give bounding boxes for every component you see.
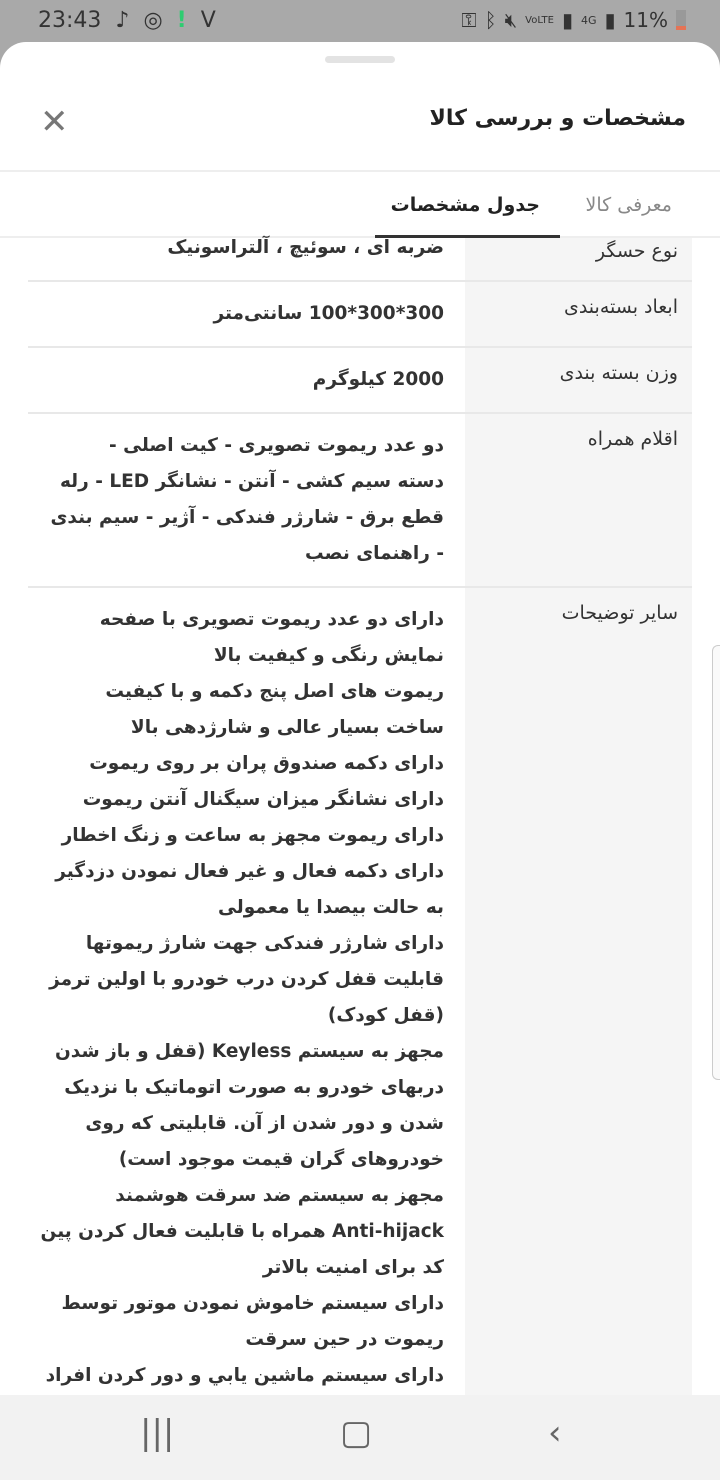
spec-label: نوع حسگر: [465, 238, 692, 280]
spec-value-line: مجهز به سیستم ضد سرقت هوشمند: [115, 1185, 444, 1206]
spec-label: اقلام همراه: [465, 414, 692, 586]
spec-value-line: 2000 کیلوگرم: [312, 369, 444, 390]
spec-value-line: خودروهای گران قیمت موجود است): [118, 1149, 444, 1170]
spec-row: [28, 414, 692, 588]
spec-value-line: دارای شارژر فندکی جهت شارژ ریموتها: [85, 933, 444, 954]
tab-introduction[interactable]: معرفی کالا: [585, 194, 672, 216]
drag-handle[interactable]: [325, 56, 395, 63]
signal-icon: ▮: [561, 8, 573, 32]
mute-icon: 🔇︎: [504, 8, 518, 32]
spec-value-line: ریموت های اصل پنج دکمه و با کیفیت: [105, 681, 444, 702]
spec-value: [28, 588, 465, 1444]
back-icon[interactable]: ‹: [548, 1413, 562, 1453]
spec-value-line: (قفل کودک): [327, 1005, 444, 1026]
spec-value-line: - راهنمای نصب: [305, 543, 444, 564]
spec-value-line: دارای دکمه فعال و غیر فعال نمودن دزدگیر: [55, 861, 444, 882]
spec-row: [28, 588, 692, 1446]
network-label: 4G: [581, 13, 597, 27]
spec-label: ابعاد بسته‌بندی: [465, 282, 692, 346]
signal-icon: ▮: [604, 8, 616, 32]
spec-value-line: دارای سیستم ماشین يابي و دور کردن افراد: [45, 1365, 444, 1386]
spec-value: [28, 230, 465, 280]
spec-row: [28, 238, 692, 282]
spec-value-line: دارای سیستم خاموش نمودن موتور توسط: [61, 1293, 444, 1314]
spec-value-line: دسته سیم کشی - آنتن - نشانگر LED - رله: [59, 471, 444, 492]
spec-value-line: مجهز به سیستم Keyless (قفل و باز شدن: [54, 1041, 444, 1062]
spec-label: سایر توضیحات: [465, 588, 692, 1444]
bottom-sheet: [0, 42, 720, 1395]
sync-icon: ◎: [143, 8, 163, 33]
spec-value: [28, 282, 465, 346]
spec-value-line: قابلیت قفل کردن درب خودرو با اولین ترمز: [49, 969, 444, 990]
tab-specifications[interactable]: جدول مشخصات: [390, 194, 540, 216]
bluetooth-icon: ᛒ: [484, 8, 497, 32]
volte-label: VoLTE: [525, 14, 554, 26]
spec-value-line: دارای دو عدد ریموت تصویری با صفحه: [99, 609, 444, 630]
spec-value-line: ساخت بسیار عالی و شارژدهی بالا: [130, 717, 444, 738]
battery-level: 11%: [623, 8, 668, 32]
v-icon: V: [200, 8, 216, 33]
spec-value-line: دربهای خودرو به صورت اتوماتیک با نزدیک: [64, 1077, 444, 1098]
key-icon: ⚿: [461, 8, 477, 32]
recent-apps-icon[interactable]: |||: [140, 1413, 175, 1453]
home-icon[interactable]: ▢: [340, 1413, 373, 1453]
navigation-bar: [0, 1395, 720, 1480]
spec-value-line: دارای دکمه صندوق پران بر روی ریموت: [89, 753, 444, 774]
spec-table: [28, 238, 692, 1446]
sheet-header: [0, 92, 720, 170]
spec-value-line: دارای ریموت مجهز به ساعت و زنگ اخطار: [61, 825, 444, 846]
spec-value-line: دو عدد ریموت تصویری - کیت اصلی -: [108, 435, 444, 456]
close-icon[interactable]: ✕: [40, 102, 69, 142]
spec-label: وزن بسته بندی: [465, 348, 692, 412]
spec-row: [28, 282, 692, 348]
spec-value-line: قطع برق - شارژر فندکی - آژیر - سیم بندی: [50, 507, 444, 528]
spec-value-line: دارای نشانگر میزان سیگنال آنتن ریموت: [82, 789, 444, 810]
status-bar: [0, 0, 720, 42]
page-title: مشخصات و بررسی کالا: [429, 106, 686, 131]
spec-value-line: نمایش رنگی و کیفیت بالا: [213, 645, 444, 666]
spec-value-line: ریموت در حین سرقت: [245, 1329, 444, 1350]
spec-value-line: به حالت بیصدا یا معمولی: [218, 897, 444, 918]
alert-icon: !: [176, 8, 187, 33]
spec-value-line: 300*300*100 سانتی‌متر: [213, 303, 444, 324]
spec-value-line: کد برای امنیت بالاتر: [262, 1257, 444, 1278]
clock: 23:43: [38, 8, 102, 33]
spec-value-line: ضربه ای ، سوئیچ ، آلتراسونیک: [167, 237, 444, 258]
scrollbar[interactable]: [712, 645, 720, 1080]
spec-value-line: شدن و دور شدن از آن. قابلیتی که روی: [85, 1113, 444, 1134]
spec-row: [28, 348, 692, 414]
battery-icon: [676, 10, 686, 30]
music-icon: ♪: [115, 8, 130, 33]
tab-bar: [0, 172, 720, 238]
spec-value: [28, 348, 465, 412]
spec-value: [28, 414, 465, 586]
spec-value-line: Anti-hijack همراه با قابلیت فعال کردن پین: [40, 1221, 444, 1242]
